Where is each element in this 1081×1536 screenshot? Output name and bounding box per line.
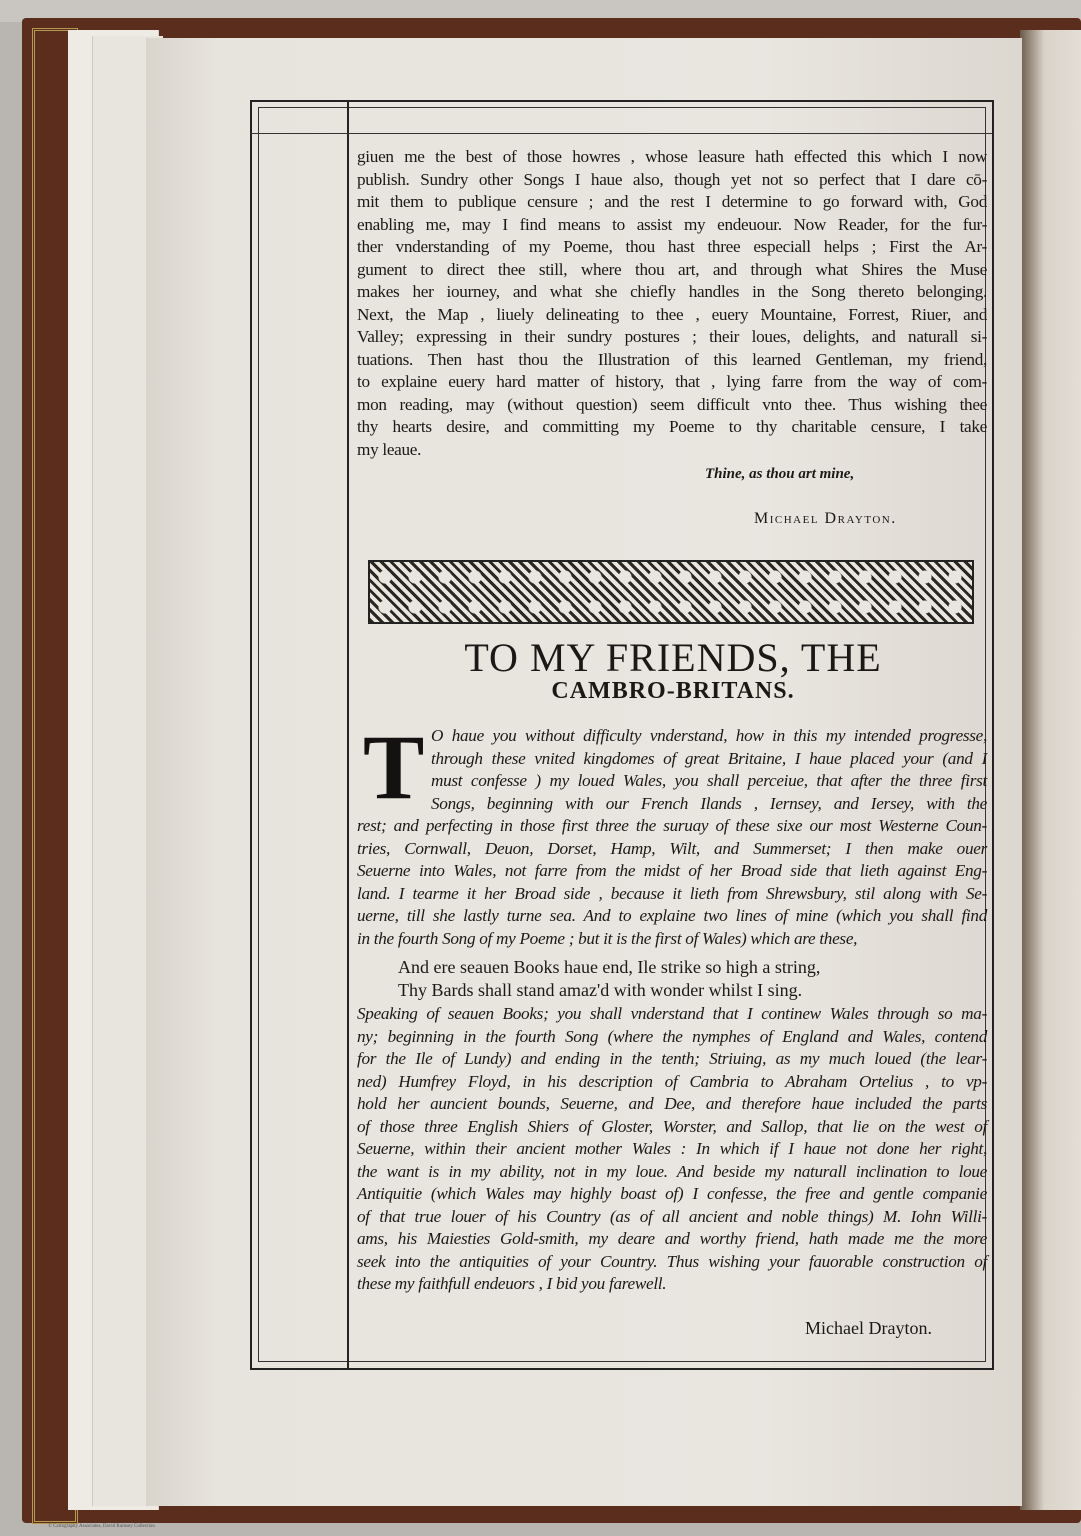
text-line: Antiquitie (which Wales may highly boast of) I confesse, the free and gentle companie [357,1184,987,1203]
text-line: seek into the antiquities of your Country. Thus wishing your fauorable construction of [357,1251,987,1271]
text-line: tries, Cornwall, Deuon, Dorset, Hamp, Wilt, and Summerset; I then make ouer [357,838,987,858]
epistle-subtitle: CAMBRO-BRITANS. [551,678,795,704]
preface-closing: Thine, as thou art mine, [705,466,855,482]
text-line: of that true louer of his Country (as of all ancient and noble things) M. Iohn Willi- [357,1206,987,1226]
text-line: rest; and perfecting in those first three the suruay of these sixe our most Westerne Coun- [357,816,987,835]
drop-cap: T [363,716,425,818]
margin-column-rule [347,100,349,1368]
text-line: of those three English Shiers of Gloster, Worster, and Sallop, that lie on the west of [357,1116,987,1136]
facing-page-edge [1020,30,1081,1510]
decorative-ornament-band [368,560,974,624]
verse-line: And ere seauen Books haue end, Ile strike so high a string, [398,957,821,977]
header-rule [250,133,992,134]
text-line: Next, the Map , liuely delineating to thee , euery Mountaine, Forrest, Riuer, and [357,304,987,324]
text-line: to explaine euery hard matter of history, that , lying farre from the way of com- [357,372,987,391]
scan-credit: © Cartography Associates, David Rumsey Collection [48,1524,155,1529]
text-line: mon reading, may (without question) seem difficult vnto thee. Thus wishing thee [357,394,987,414]
text-line: ny; beginning in the fourth Song (where the nymphes of England and Wales, contend [357,1026,987,1046]
text-line: land. I tearme it her Broad side , because it lieth from Shrewsbury, stil along with Se- [357,883,987,903]
text-line: through these vnited kingdomes of great Britaine, I haue placed your (and I [431,748,987,768]
preface-paragraph [357,146,987,461]
text-line: the want is in my ability, not in my loue. And beside my naturall inclination to loue [357,1161,987,1181]
text-line: publish. Sundry other Songs I haue also, though yet not so perfect that I dare cō- [357,169,987,189]
text-line: ams, his Maiesties Gold-smith, my deare and worthy friend, hath made me the more [357,1229,987,1248]
text-line: ther vnderstanding of my Poeme, thou hast three especiall helps ; First the Ar- [357,237,987,256]
text-line: makes her iourney, and what she chiefly handles in the Song thereto belonging. [357,282,987,301]
text-line: Speaking of seauen Books; you shall vnderstand that I continew Wales through so ma- [357,1004,987,1023]
text-line: gument to direct thee still, where thou art, and through what Shires the Muse [357,259,987,279]
text-line: these my faithfull endeuors , I bid you farewell. [357,1274,667,1293]
text-line: Songs, beginning with our French Ilands , Iernsey, and Iersey, with the [431,793,987,813]
text-line: giuen me the best of those howres , whose leasure hath effected this which I now [357,147,987,166]
epistle-signature: Michael Drayton. [805,1318,932,1338]
text-line: O haue you without difficulty vnderstand, how in this my intended progresse, [431,726,987,745]
text-line: mit them to publique censure ; and the rest I determine to go forward with, God [357,192,987,211]
epistle-title: TO MY FRIENDS, THE [464,635,882,680]
verse-line: Thy Bards shall stand amaz'd with wonder whilst I sing. [398,980,803,1000]
text-line: thy hearts desire, and committing my Poeme to thy charitable censure, I take [357,417,987,436]
text-line: Seuerne into Wales, not farre from the midst of her Broad side that lieth against Eng- [357,861,987,880]
text-line: Seuerne, within their ancient mother Wales : In which if I haue not done her right, [357,1139,987,1158]
text-line: uerne, till she lastly turne sea. And to explaine two lines of mine (which you shall find [357,906,987,925]
epistle-paragraph-2 [357,1003,987,1296]
quoted-verse [398,956,820,1002]
text-line: my leaue. [357,439,422,459]
text-line: must confesse ) my loued Wales, you shall perceiue, that after the three first [431,771,987,790]
text-line: for the Ile of Lundy) and ending in the tenth; Striuing, as my much loued (the lear- [357,1049,987,1068]
epistle-paragraph-1 [357,716,987,950]
text-line: hold her auncient bounds, Seuerne, and Dee, and therefore haue included the parts [357,1094,987,1113]
text-line: in the fourth Song of my Poeme ; but it is the first of Wales) which are these, [357,928,858,948]
text-line: tuations. Then hast thou the Illustration of this learned Gentleman, my friend, [357,349,987,369]
text-line: ned) Humfrey Floyd, in his description of Cambria to Abraham Ortelius , to vp- [357,1071,987,1091]
text-line: Valley; expressing in their sundry postures ; their loues, delights, and naturall si- [357,327,987,346]
text-line: enabling me, may I find means to assist my endeuour. Now Reader, for the fur- [357,214,987,234]
preface-signature: Michael Drayton. [754,510,897,527]
